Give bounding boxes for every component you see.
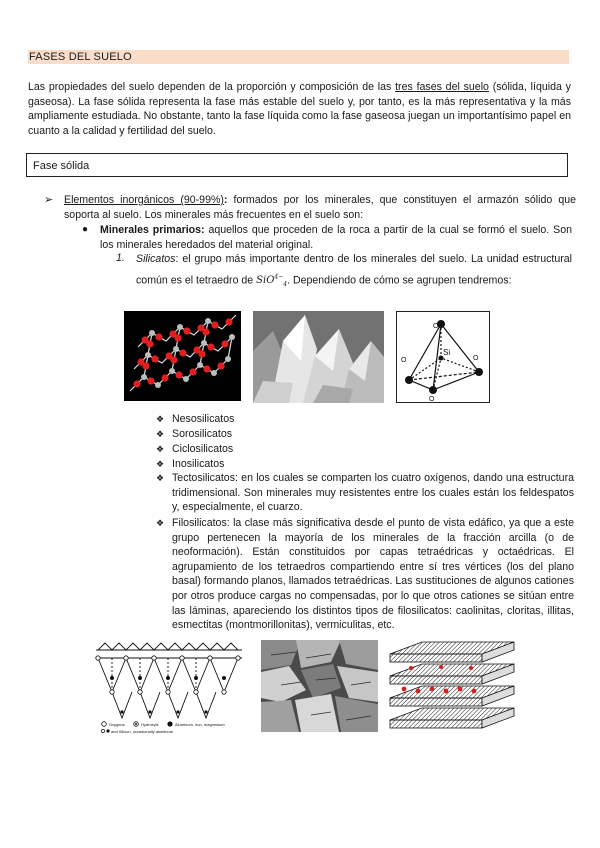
clay-layers-diagram [386, 640, 518, 736]
inorganic-colon: : [223, 194, 228, 206]
silicates-text-1: : el grupo más importante dentro de los minerales del suelo. La unidad estructural común es el tetraedro de [136, 253, 572, 286]
tetra-o-label-3: O [473, 355, 479, 362]
diamond-bullet-icon: ❖ [156, 473, 165, 483]
quartz-crystal-photo [253, 311, 384, 403]
legend-metals: Aluminum, iron, magnesium [175, 722, 225, 727]
primary-text: aquellos que proceden de la roca a partir de la cual se formó el suelo. Son los minerales heredados del material original. [100, 224, 572, 251]
legend-hydroxyl: Hydroxyls [141, 722, 159, 727]
legend-oxygen: Oxygens [109, 722, 125, 727]
diamond-bullet-icon: ❖ [156, 414, 165, 424]
silicates-term: Silicatos [136, 253, 176, 265]
diamond-bullet-icon: ❖ [156, 518, 165, 528]
intro-text-post: (sólida, líquida y gaseosa). La fase sólida representa la fase más estable del suelo y, por tanto, es la más representativa y la más ampliamente estudiada. No obstante, tanto la fase líquida como la fase gaseosa juegan un importantísimo papel en cuanto a la calidad y fertilidad del suelo. [28, 81, 571, 137]
intro-text-pre: Las propiedades del suelo dependen de la proporción y composición de las [28, 81, 396, 93]
section-heading: FASES DEL SUELO [28, 50, 569, 64]
clay-micrograph-photo [261, 640, 378, 732]
silicates-text-2: . Dependiendo de cómo se agrupen tendremos: [287, 273, 512, 286]
arrow-bullet-icon: ➢ [44, 194, 54, 206]
tetra-o-label-2: O [401, 357, 407, 364]
intro-underlined-term: tres fases del suelo [395, 81, 489, 93]
phyllosilicate-structure-diagram [92, 640, 247, 734]
diamond-bullet-icon: ❖ [156, 429, 165, 439]
round-bullet-icon: ● [82, 224, 89, 235]
legend-silicon: and Silicon, occasionally aluminum [111, 729, 174, 734]
diamond-bullet-icon: ❖ [156, 444, 165, 454]
inorganic-term: Elementos inorgánicos (90-99%) [64, 194, 224, 206]
silicon-tetrahedron-diagram [396, 311, 490, 403]
tetra-o-label-4: O [429, 396, 435, 402]
section-title-box: Fase sólida [26, 153, 568, 177]
tetrahedron-formula: SiO$^{4-}_4$ [256, 273, 288, 288]
tetra-si-label: Si [443, 348, 451, 357]
diamond-bullet-icon: ❖ [156, 459, 165, 469]
list-number: 1. [116, 252, 125, 264]
primary-term: Minerales primarios: [100, 224, 205, 236]
inorganic-text: formados por los minerales, que constituyen el armazón sólido que soporta al suelo. Los minerales más frecuentes en el suelo son: [64, 194, 576, 221]
tetra-o-label-1: O [433, 323, 439, 330]
intro-paragraph [28, 80, 571, 138]
silicate-molecule-image [124, 311, 241, 401]
